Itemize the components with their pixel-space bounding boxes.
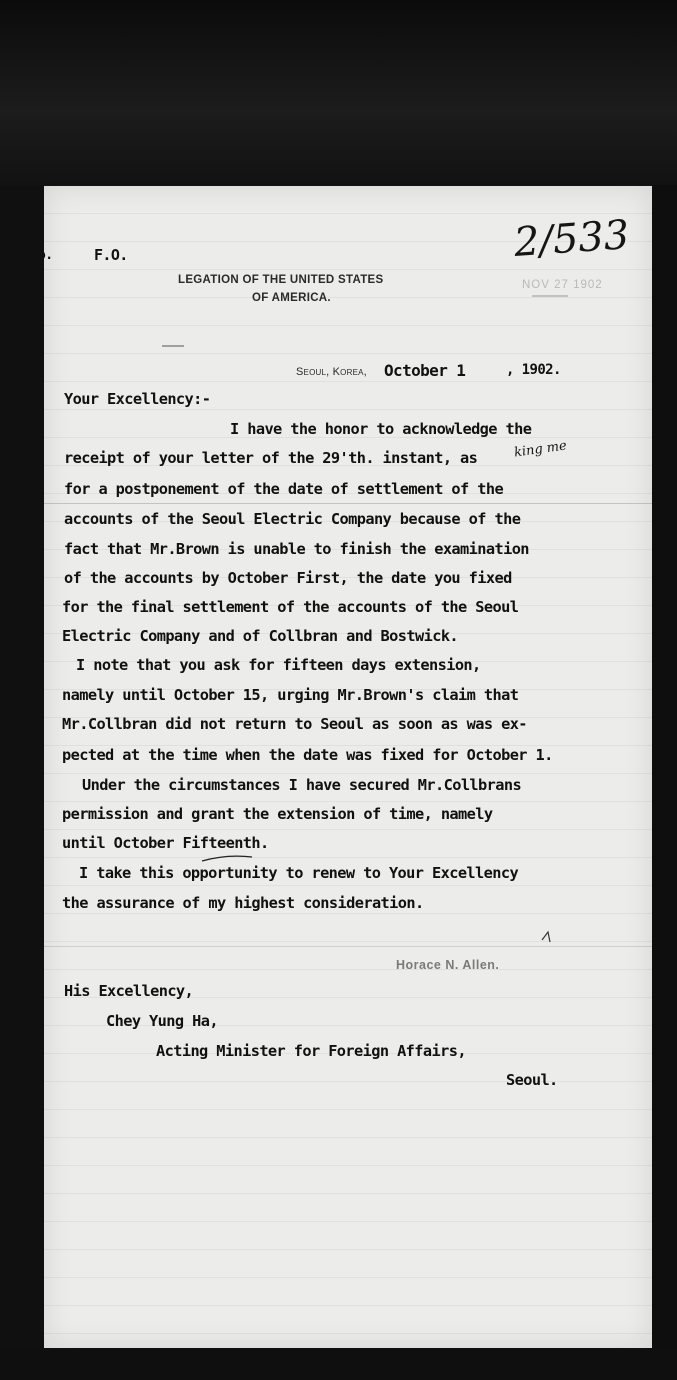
file-ref: F.O. bbox=[94, 246, 128, 264]
body-line: fact that Mr.Brown is unable to finish the examination bbox=[64, 540, 529, 558]
body-line: for the final settlement of the accounts of the Seoul bbox=[62, 598, 519, 616]
pen-marks bbox=[44, 186, 652, 1348]
addressee-line-3: Acting Minister for Foreign Affairs, bbox=[156, 1042, 466, 1060]
handwritten-insert: king me bbox=[513, 438, 568, 461]
body-line: I take this opportunity to renew to Your Excellency bbox=[79, 864, 519, 882]
film-border-bottom bbox=[0, 1348, 677, 1380]
body-line: of the accounts by October First, the date you fixed bbox=[64, 569, 512, 587]
body-line: Mr.Collbran did not return to Seoul as soon as was ex- bbox=[62, 715, 527, 733]
file-ref-prefix: o. bbox=[38, 248, 53, 263]
body-line: for a postponement of the date of settlement of the bbox=[64, 480, 504, 498]
received-stamp: NOV 27 1902 bbox=[522, 279, 603, 291]
dateline-date: October 1 bbox=[384, 361, 466, 380]
letterhead-line-1: LEGATION OF THE UNITED STATES bbox=[178, 274, 384, 286]
film-border-left bbox=[0, 185, 44, 1380]
body-line: until October Fifteenth. bbox=[62, 834, 269, 852]
addressee-line-4: Seoul. bbox=[506, 1071, 558, 1089]
ruled-line bbox=[44, 946, 652, 947]
letter-page bbox=[38, 186, 652, 1348]
film-border-right bbox=[652, 185, 677, 1380]
body-line: accounts of the Seoul Electric Company because of the bbox=[64, 510, 521, 528]
body-line: the assurance of my highest consideration. bbox=[62, 894, 424, 912]
signature: Horace N. Allen. bbox=[396, 958, 500, 972]
body-line: I note that you ask for fifteen days extension, bbox=[76, 656, 481, 674]
body-line: Under the circumstances I have secured Mr.Collbrans bbox=[82, 776, 522, 794]
body-line: namely until October 15, urging Mr.Brown's claim that bbox=[62, 686, 519, 704]
body-line: Electric Company and of Collbran and Bostwick. bbox=[62, 627, 459, 645]
body-line: receipt of your letter of the 29'th. instant, as bbox=[64, 449, 478, 467]
letterhead-line-2: OF AMERICA. bbox=[252, 292, 331, 304]
file-number: 2/533 bbox=[512, 212, 631, 266]
body-line: pected at the time when the date was fixed for October 1. bbox=[62, 746, 553, 764]
body-line: permission and grant the extension of time, namely bbox=[62, 805, 493, 823]
dateline-year: , 1902. bbox=[506, 362, 561, 378]
dateline-place: Seoul, Korea, bbox=[296, 366, 367, 378]
addressee-line-1: His Excellency, bbox=[64, 982, 194, 1000]
addressee-line-2: Chey Yung Ha, bbox=[106, 1012, 218, 1030]
body-line: I have the honor to acknowledge the bbox=[230, 420, 532, 438]
film-border-top bbox=[0, 0, 677, 185]
ruled-line bbox=[44, 503, 652, 504]
salutation: Your Excellency:- bbox=[64, 390, 211, 408]
